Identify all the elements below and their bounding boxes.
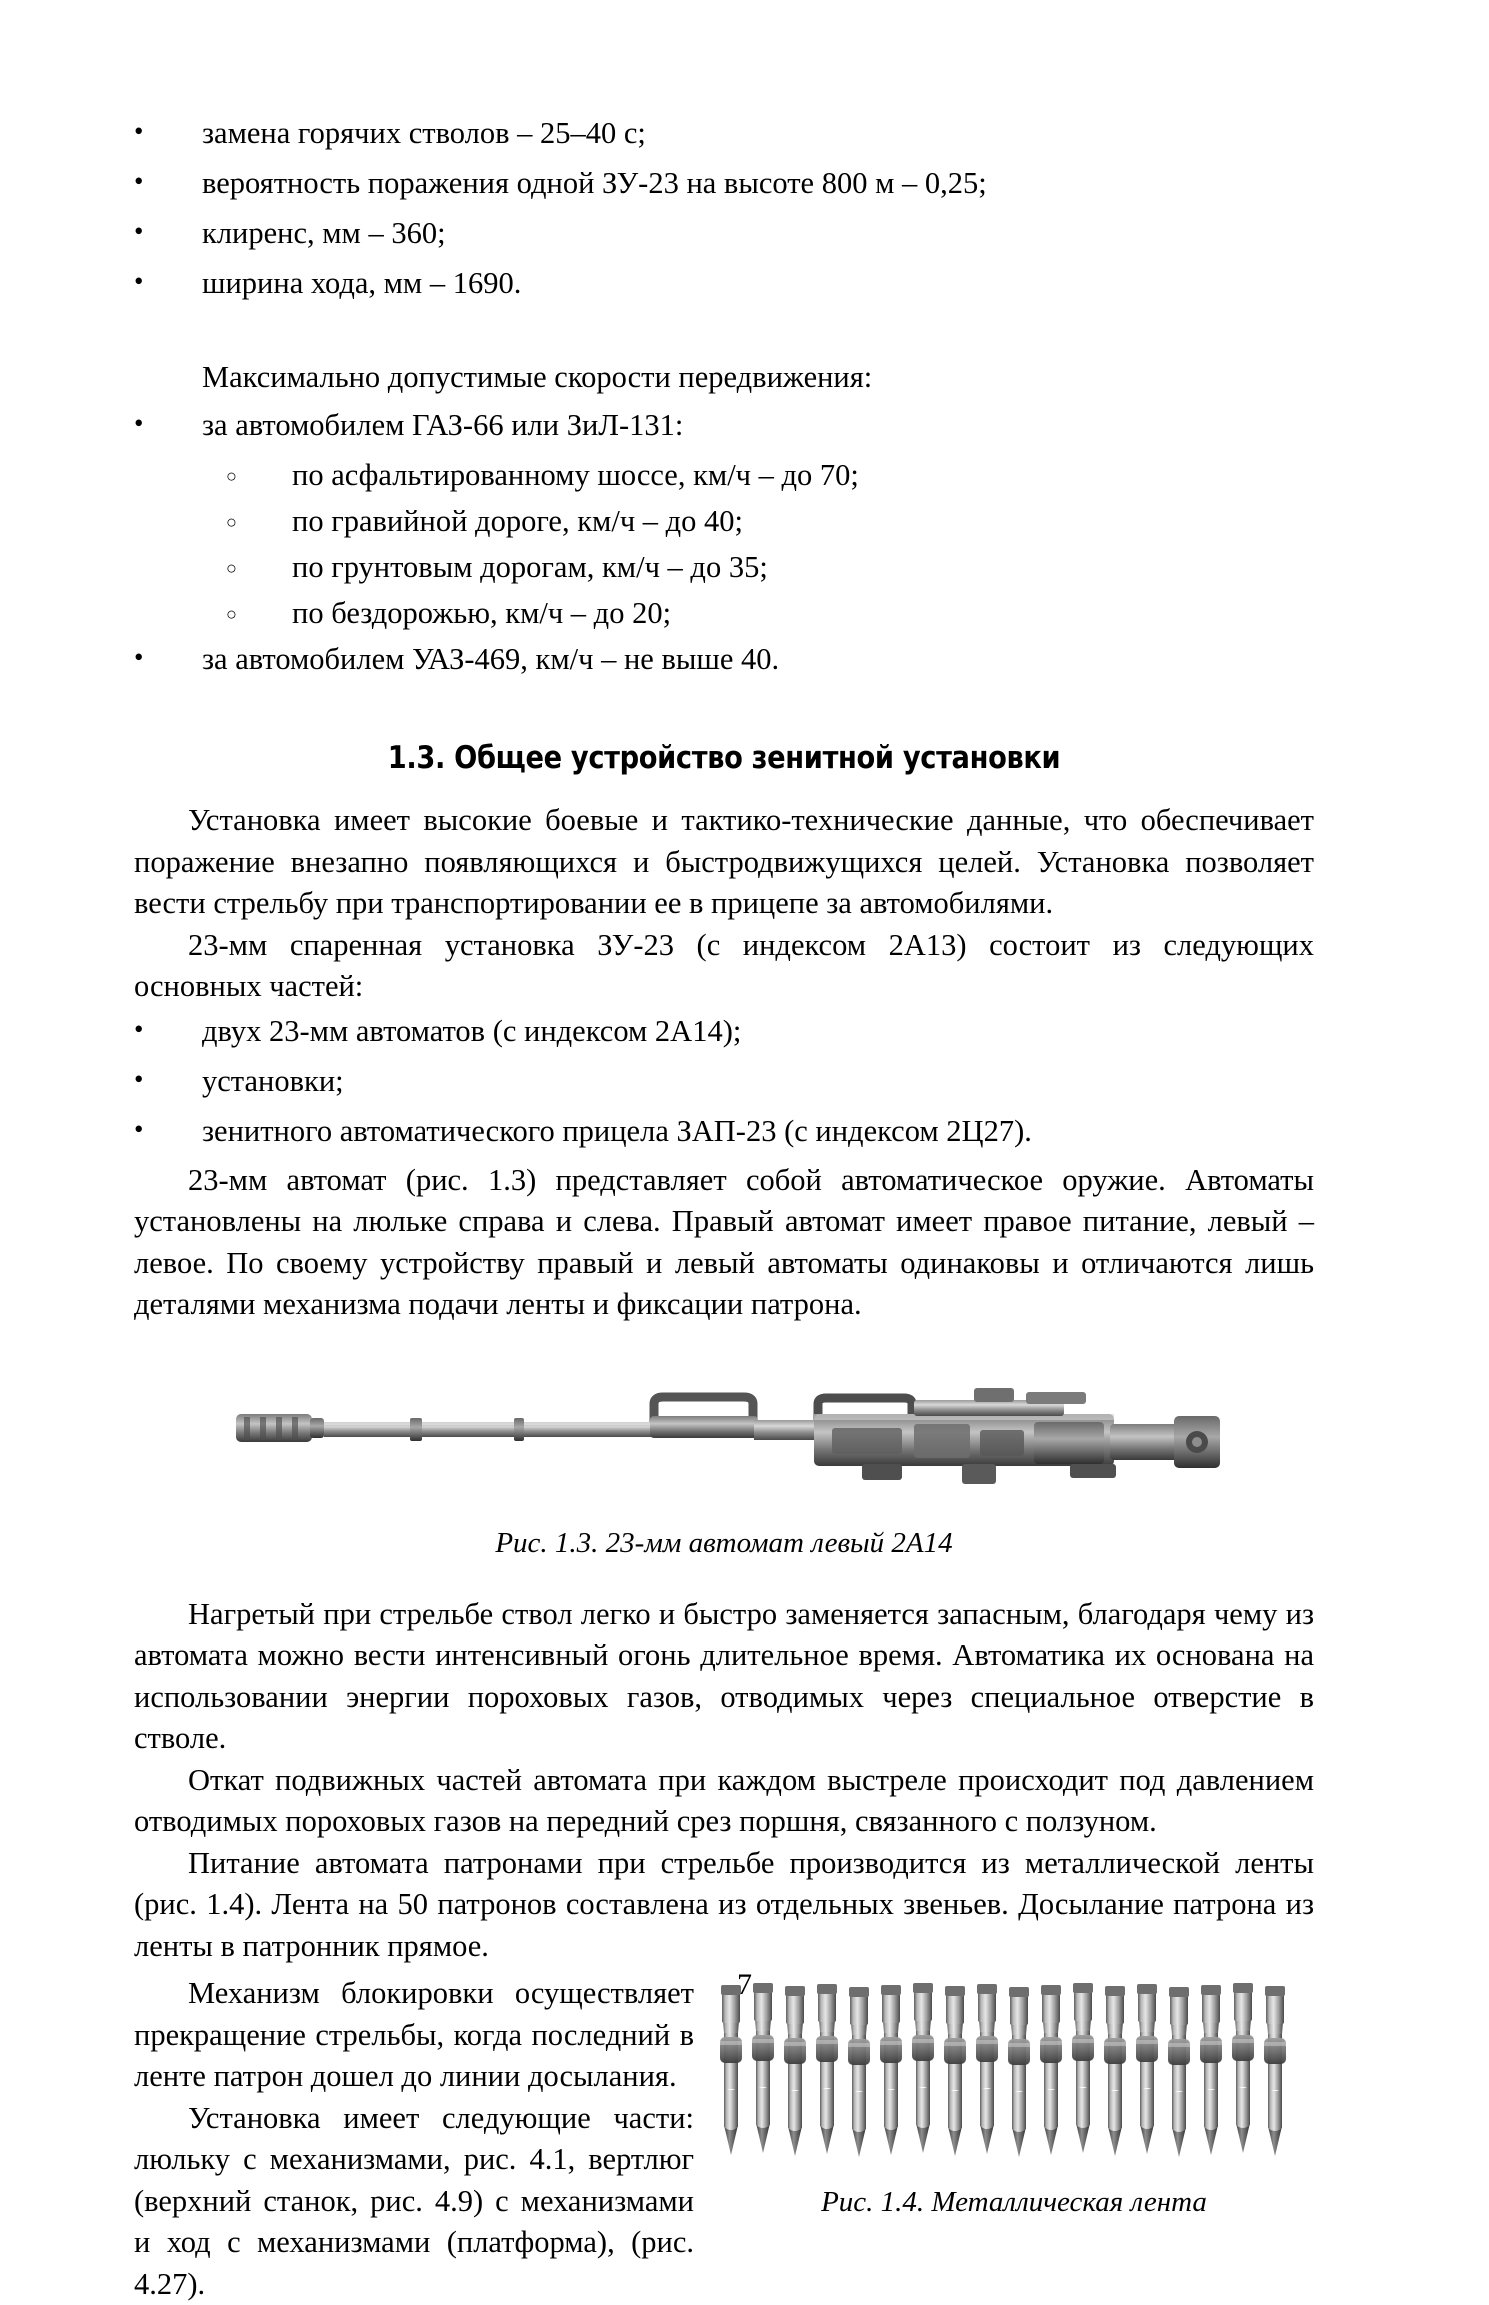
sub-list-item: ○ по асфальтированному шоссе, км/ч – до 70;	[134, 454, 1314, 496]
paragraph-3: 23-мм автомат (рис. 1.3) представляет собой автоматическое оружие. Автоматы установлены на люльке справа и слева. Правый автомат имеет правое питание, левый – левое. По своему устройству правый и левый автоматы одинаковы и отличаются лишь деталями механизма подачи ленты и фиксации патрона.	[134, 1160, 1314, 1326]
list-item: • клиренс, мм – 360;	[134, 212, 1314, 254]
road-speed-sublist	[134, 454, 1314, 634]
list-item: • двух 23-мм автоматов (с индексом 2А14);	[134, 1010, 1314, 1052]
paragraph-4: Нагретый при стрельбе ствол легко и быстро заменяется запасным, благодаря чему из автомата можно вести интенсивный огонь длительное время. Автоматика их основана на использовании энергии пороховых газов, отводимых через специальное отверстие в стволе.	[134, 1594, 1314, 1760]
specs-bullet-list	[134, 112, 1314, 304]
list-item-uaz: • за автомобилем УАЗ-469, км/ч – не выше 40.	[134, 638, 1314, 680]
towing-vehicle-list-uaz	[134, 638, 1314, 680]
sub-list-item: ○ по грунтовым дорогам, км/ч – до 35;	[134, 546, 1314, 588]
ammo-belt-photo	[714, 1973, 1314, 2178]
figure-1-4-caption: Рис. 1.4. Металлическая лента	[714, 2186, 1314, 2219]
wrapped-text-column	[134, 1973, 694, 2305]
wrapped-figure-block	[134, 1973, 1314, 2305]
list-item: • зенитного автоматического прицела ЗАП-23 (с индексом 2Ц27).	[134, 1110, 1314, 1152]
towing-vehicle-list	[134, 404, 1314, 446]
autocannon-photo	[214, 1370, 1234, 1505]
autocannon-photo-svg	[214, 1370, 1234, 1505]
list-item: • вероятность поражения одной ЗУ-23 на высоте 800 м – 0,25;	[134, 162, 1314, 204]
page-number: 7	[0, 1968, 1489, 2002]
list-item: • замена горячих стволов – 25–40 с;	[134, 112, 1314, 154]
list-item-gaz: • за автомобилем ГАЗ-66 или ЗиЛ-131:	[134, 404, 1314, 446]
paragraph-1: Установка имеет высокие боевые и тактико-технические данные, что обеспечивает поражение внезапно появляющихся и быстродвижущихся целей. Установка позволяет вести стрельбу при транспортировании ее в прицепе за автомобилями.	[134, 800, 1314, 925]
paragraph-6: Питание автомата патронами при стрельбе производится из металлической ленты (рис. 1.4). Лента на 50 патронов составлена из отдельных звеньев. Досылание патрона из ленты в патронник прямое.	[134, 1843, 1314, 1968]
speeds-intro: Максимально допустимые скорости передвижения:	[134, 356, 1314, 398]
paragraph-7: Механизм блокировки осуществляет прекращение стрельбы, когда последний в ленте патрон дошел до линии досылания.	[134, 1973, 694, 2098]
figure-1-4	[694, 1973, 1314, 2219]
list-item: • ширина хода, мм – 1690.	[134, 262, 1314, 304]
paragraph-8: Установка имеет следующие части: люльку с механизмами, рис. 4.1, вертлюг (верхний станок, рис. 4.9) с механизмами и ход с механизмами (платформа), (рис. 4.27).	[134, 2098, 694, 2305]
list-item: • установки;	[134, 1060, 1314, 1102]
spacer	[134, 688, 1314, 740]
spacer	[134, 1560, 1314, 1594]
parts-bullet-list	[134, 1010, 1314, 1152]
paragraph-2: 23-мм спаренная установка ЗУ-23 (с индексом 2А13) состоит из следующих основных частей:	[134, 925, 1314, 1008]
spacer	[134, 776, 1314, 800]
spacer	[134, 312, 1314, 356]
paragraph-5: Откат подвижных частей автомата при каждом выстреле происходит под давлением отводимых пороховых газов на передний срез поршня, связанного с ползуном.	[134, 1760, 1314, 1843]
figure-1-3	[134, 1370, 1314, 1505]
sub-list-item: ○ по бездорожью, км/ч – до 20;	[134, 592, 1314, 634]
figure-1-3-caption: Рис. 1.3. 23-мм автомат левый 2А14	[134, 1527, 1314, 1560]
page-title: 1.3. Общее устройство зенитной установки	[205, 740, 1243, 776]
ammo-belt-photo-svg	[714, 1973, 1314, 2178]
sub-list-item: ○ по гравийной дороге, км/ч – до 40;	[134, 500, 1314, 542]
